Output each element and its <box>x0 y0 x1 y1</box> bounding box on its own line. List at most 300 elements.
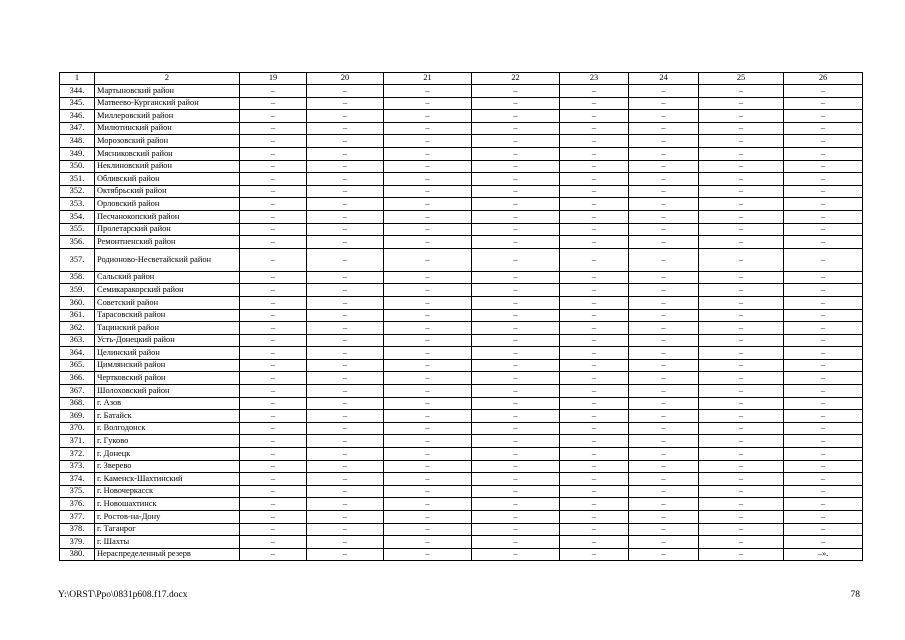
cell-value: – <box>699 223 784 236</box>
row-name: Усть-Донецкий район <box>95 334 240 347</box>
cell-value: – <box>784 359 863 372</box>
row-number: 375. <box>60 485 95 498</box>
row-number: 372. <box>60 448 95 461</box>
cell-value: – <box>472 309 560 322</box>
row-name: Сальский район <box>95 271 240 284</box>
row-name: Неклиновский район <box>95 160 240 173</box>
cell-value: – <box>560 122 629 135</box>
cell-value: – <box>560 359 629 372</box>
cell-value: – <box>560 248 629 271</box>
cell-value: – <box>384 236 472 249</box>
cell-value: – <box>699 185 784 198</box>
header-row <box>60 73 863 85</box>
cell-value: – <box>629 334 699 347</box>
cell-value: – <box>384 122 472 135</box>
cell-value: – <box>784 97 863 110</box>
cell-value: – <box>784 498 863 511</box>
cell-value: – <box>784 284 863 297</box>
cell-value: – <box>307 372 384 385</box>
cell-value: – <box>784 309 863 322</box>
row-number: 352. <box>60 185 95 198</box>
cell-value: – <box>384 410 472 423</box>
cell-value: – <box>560 448 629 461</box>
table-row <box>60 385 863 398</box>
cell-value: – <box>699 85 784 98</box>
cell-value: – <box>699 511 784 524</box>
footer-file-path: Y:\ORST\Ppo\0831p608.f17.docx <box>58 590 188 600</box>
cell-value: – <box>629 122 699 135</box>
cell-value: – <box>629 173 699 186</box>
cell-value: – <box>560 410 629 423</box>
cell-value: – <box>307 185 384 198</box>
cell-value: – <box>472 271 560 284</box>
table-row <box>60 347 863 360</box>
cell-value: – <box>784 85 863 98</box>
cell-value: – <box>384 523 472 536</box>
cell-value: – <box>384 397 472 410</box>
cell-value: – <box>699 359 784 372</box>
row-name: г. Батайск <box>95 410 240 423</box>
cell-value: – <box>699 422 784 435</box>
row-number: 364. <box>60 347 95 360</box>
cell-value: – <box>784 511 863 524</box>
cell-value: – <box>560 160 629 173</box>
cell-value: – <box>784 223 863 236</box>
table-row <box>60 210 863 223</box>
table-row <box>60 448 863 461</box>
cell-value: – <box>699 135 784 148</box>
cell-value: – <box>472 372 560 385</box>
table-row <box>60 296 863 309</box>
cell-value: – <box>384 372 472 385</box>
cell-value: – <box>560 284 629 297</box>
row-name: Октябрьский район <box>95 185 240 198</box>
table-row <box>60 271 863 284</box>
row-number: 373. <box>60 460 95 473</box>
cell-value: – <box>629 284 699 297</box>
cell-value: – <box>784 334 863 347</box>
cell-value: – <box>472 135 560 148</box>
cell-value: – <box>629 485 699 498</box>
cell-value: – <box>784 435 863 448</box>
cell-value: – <box>629 198 699 211</box>
cell-value: – <box>560 536 629 549</box>
row-number: 376. <box>60 498 95 511</box>
cell-value: – <box>472 385 560 398</box>
row-name: Морозовский район <box>95 135 240 148</box>
cell-value: – <box>307 422 384 435</box>
cell-value: – <box>240 296 307 309</box>
cell-value: – <box>472 147 560 160</box>
cell-value: – <box>307 135 384 148</box>
row-name: г. Гуково <box>95 435 240 448</box>
cell-value: – <box>699 110 784 123</box>
cell-value: – <box>699 385 784 398</box>
cell-value: – <box>560 135 629 148</box>
cell-value: – <box>560 485 629 498</box>
cell-value: – <box>629 511 699 524</box>
cell-value: – <box>307 271 384 284</box>
cell-value: – <box>240 460 307 473</box>
row-name: г. Донецк <box>95 448 240 461</box>
cell-value: – <box>307 160 384 173</box>
cell-value: – <box>560 473 629 486</box>
cell-value: – <box>307 536 384 549</box>
cell-value: – <box>629 309 699 322</box>
cell-value: – <box>560 334 629 347</box>
table-row <box>60 536 863 549</box>
cell-value: – <box>240 236 307 249</box>
cell-value: – <box>240 248 307 271</box>
table-row <box>60 548 863 561</box>
cell-value: – <box>384 322 472 335</box>
cell-value: – <box>472 511 560 524</box>
row-name: Родионово-Несветайский район <box>95 248 240 271</box>
cell-value: – <box>307 397 384 410</box>
cell-value: – <box>699 198 784 211</box>
cell-value: – <box>784 536 863 549</box>
cell-value: – <box>629 448 699 461</box>
table-row <box>60 410 863 423</box>
cell-value: – <box>307 410 384 423</box>
cell-value: – <box>384 359 472 372</box>
table-row <box>60 397 863 410</box>
cell-value: – <box>699 97 784 110</box>
cell-value: – <box>784 448 863 461</box>
cell-value: – <box>784 135 863 148</box>
column-header: 26 <box>784 73 863 85</box>
cell-value: – <box>784 271 863 284</box>
cell-value: – <box>307 309 384 322</box>
cell-value: – <box>699 397 784 410</box>
cell-value: – <box>560 198 629 211</box>
cell-value: – <box>629 548 699 561</box>
cell-value: – <box>629 248 699 271</box>
cell-value: – <box>472 422 560 435</box>
cell-value: – <box>629 410 699 423</box>
cell-value: – <box>307 173 384 186</box>
cell-value: – <box>560 511 629 524</box>
cell-value: –». <box>784 548 863 561</box>
column-header: 21 <box>384 73 472 85</box>
cell-value: – <box>384 435 472 448</box>
row-number: 362. <box>60 322 95 335</box>
cell-value: – <box>240 397 307 410</box>
cell-value: – <box>560 435 629 448</box>
cell-value: – <box>560 372 629 385</box>
cell-value: – <box>384 498 472 511</box>
row-name: г. Азов <box>95 397 240 410</box>
cell-value: – <box>240 372 307 385</box>
cell-value: – <box>384 309 472 322</box>
cell-value: – <box>240 448 307 461</box>
row-name: Тацинский район <box>95 322 240 335</box>
cell-value: – <box>307 198 384 211</box>
cell-value: – <box>699 173 784 186</box>
cell-value: – <box>699 448 784 461</box>
row-number: 371. <box>60 435 95 448</box>
cell-value: – <box>384 173 472 186</box>
cell-value: – <box>472 173 560 186</box>
cell-value: – <box>384 334 472 347</box>
cell-value: – <box>784 185 863 198</box>
table-row <box>60 173 863 186</box>
cell-value: – <box>240 385 307 398</box>
cell-value: – <box>784 122 863 135</box>
cell-value: – <box>240 97 307 110</box>
cell-value: – <box>240 198 307 211</box>
cell-value: – <box>699 122 784 135</box>
cell-value: – <box>629 97 699 110</box>
table-row <box>60 359 863 372</box>
cell-value: – <box>629 185 699 198</box>
cell-value: – <box>472 334 560 347</box>
table-row <box>60 473 863 486</box>
cell-value: – <box>472 198 560 211</box>
row-number: 356. <box>60 236 95 249</box>
cell-value: – <box>629 498 699 511</box>
row-number: 355. <box>60 223 95 236</box>
cell-value: – <box>472 523 560 536</box>
row-number: 344. <box>60 85 95 98</box>
table-row <box>60 160 863 173</box>
cell-value: – <box>560 322 629 335</box>
cell-value: – <box>784 210 863 223</box>
cell-value: – <box>240 85 307 98</box>
cell-value: – <box>240 498 307 511</box>
cell-value: – <box>240 160 307 173</box>
table-row <box>60 198 863 211</box>
cell-value: – <box>560 498 629 511</box>
cell-value: – <box>629 397 699 410</box>
cell-value: – <box>472 185 560 198</box>
cell-value: – <box>472 485 560 498</box>
row-name: Тарасовский район <box>95 309 240 322</box>
cell-value: – <box>384 485 472 498</box>
cell-value: – <box>240 271 307 284</box>
cell-value: – <box>472 97 560 110</box>
row-number: 348. <box>60 135 95 148</box>
cell-value: – <box>240 135 307 148</box>
row-name: г. Каменск-Шахтинский <box>95 473 240 486</box>
page-number: 78 <box>850 590 860 600</box>
cell-value: – <box>472 322 560 335</box>
cell-value: – <box>472 397 560 410</box>
cell-value: – <box>240 511 307 524</box>
row-name: Мартыновский район <box>95 85 240 98</box>
row-number: 349. <box>60 147 95 160</box>
cell-value: – <box>307 485 384 498</box>
table-body <box>60 85 863 561</box>
cell-value: – <box>629 536 699 549</box>
row-number: 361. <box>60 309 95 322</box>
cell-value: – <box>699 410 784 423</box>
cell-value: – <box>240 210 307 223</box>
table-row <box>60 309 863 322</box>
table-row <box>60 248 863 271</box>
cell-value: – <box>560 309 629 322</box>
table-row <box>60 511 863 524</box>
table-row <box>60 135 863 148</box>
cell-value: – <box>784 147 863 160</box>
column-header: 25 <box>699 73 784 85</box>
cell-value: – <box>472 122 560 135</box>
column-header: 22 <box>472 73 560 85</box>
cell-value: – <box>699 210 784 223</box>
cell-value: – <box>472 296 560 309</box>
cell-value: – <box>699 334 784 347</box>
cell-value: – <box>472 473 560 486</box>
cell-value: – <box>240 523 307 536</box>
cell-value: – <box>240 173 307 186</box>
cell-value: – <box>307 460 384 473</box>
row-name: г. Новошахтинск <box>95 498 240 511</box>
cell-value: – <box>307 236 384 249</box>
cell-value: – <box>784 460 863 473</box>
cell-value: – <box>384 296 472 309</box>
cell-value: – <box>240 110 307 123</box>
cell-value: – <box>699 271 784 284</box>
cell-value: – <box>240 435 307 448</box>
table-row <box>60 147 863 160</box>
cell-value: – <box>784 160 863 173</box>
cell-value: – <box>307 85 384 98</box>
table-row <box>60 185 863 198</box>
cell-value: – <box>384 460 472 473</box>
cell-value: – <box>384 160 472 173</box>
cell-value: – <box>629 236 699 249</box>
row-name: Песчанокопский район <box>95 210 240 223</box>
cell-value: – <box>384 135 472 148</box>
cell-value: – <box>384 198 472 211</box>
cell-value: – <box>307 473 384 486</box>
cell-value: – <box>472 498 560 511</box>
column-header: 1 <box>60 73 95 85</box>
cell-value: – <box>560 85 629 98</box>
cell-value: – <box>699 372 784 385</box>
cell-value: – <box>240 122 307 135</box>
cell-value: – <box>307 334 384 347</box>
cell-value: – <box>307 511 384 524</box>
cell-value: – <box>629 110 699 123</box>
cell-value: – <box>240 284 307 297</box>
row-number: 350. <box>60 160 95 173</box>
cell-value: – <box>307 548 384 561</box>
cell-value: – <box>384 548 472 561</box>
cell-value: – <box>472 236 560 249</box>
cell-value: – <box>699 435 784 448</box>
cell-value: – <box>472 548 560 561</box>
cell-value: – <box>699 248 784 271</box>
cell-value: – <box>629 223 699 236</box>
cell-value: – <box>629 85 699 98</box>
cell-value: – <box>240 485 307 498</box>
cell-value: – <box>307 435 384 448</box>
cell-value: – <box>699 322 784 335</box>
cell-value: – <box>629 210 699 223</box>
cell-value: – <box>240 322 307 335</box>
table-row <box>60 97 863 110</box>
cell-value: – <box>384 385 472 398</box>
cell-value: – <box>307 248 384 271</box>
row-number: 378. <box>60 523 95 536</box>
cell-value: – <box>784 473 863 486</box>
cell-value: – <box>240 223 307 236</box>
row-number: 345. <box>60 97 95 110</box>
table-row <box>60 110 863 123</box>
row-name: Ремонтненский район <box>95 236 240 249</box>
cell-value: – <box>699 548 784 561</box>
cell-value: – <box>629 385 699 398</box>
cell-value: – <box>384 210 472 223</box>
row-name: Миллеровский район <box>95 110 240 123</box>
cell-value: – <box>384 110 472 123</box>
row-number: 359. <box>60 284 95 297</box>
cell-value: – <box>699 473 784 486</box>
cell-value: – <box>784 296 863 309</box>
cell-value: – <box>629 147 699 160</box>
cell-value: – <box>240 359 307 372</box>
row-name: Мясниковский район <box>95 147 240 160</box>
row-number: 365. <box>60 359 95 372</box>
cell-value: – <box>472 85 560 98</box>
row-name: г. Ростов-на-Дону <box>95 511 240 524</box>
cell-value: – <box>240 548 307 561</box>
cell-value: – <box>240 334 307 347</box>
table-row <box>60 372 863 385</box>
cell-value: – <box>307 498 384 511</box>
row-number: 374. <box>60 473 95 486</box>
cell-value: – <box>784 347 863 360</box>
cell-value: – <box>240 309 307 322</box>
cell-value: – <box>784 523 863 536</box>
cell-value: – <box>307 97 384 110</box>
cell-value: – <box>384 248 472 271</box>
row-number: 347. <box>60 122 95 135</box>
cell-value: – <box>240 422 307 435</box>
cell-value: – <box>560 397 629 410</box>
row-number: 353. <box>60 198 95 211</box>
cell-value: – <box>240 536 307 549</box>
cell-value: – <box>560 460 629 473</box>
row-name: Чертковский район <box>95 372 240 385</box>
row-name: Матвеево-Курганский район <box>95 97 240 110</box>
row-name: г. Новочеркасск <box>95 485 240 498</box>
table-row <box>60 422 863 435</box>
cell-value: – <box>307 284 384 297</box>
row-name: г. Шахты <box>95 536 240 549</box>
cell-value: – <box>307 322 384 335</box>
row-number: 367. <box>60 385 95 398</box>
cell-value: – <box>784 485 863 498</box>
cell-value: – <box>699 147 784 160</box>
cell-value: – <box>699 347 784 360</box>
table-row <box>60 85 863 98</box>
cell-value: – <box>384 347 472 360</box>
cell-value: – <box>560 523 629 536</box>
table-row <box>60 284 863 297</box>
cell-value: – <box>472 284 560 297</box>
cell-value: – <box>629 473 699 486</box>
cell-value: – <box>699 236 784 249</box>
cell-value: – <box>629 296 699 309</box>
cell-value: – <box>699 536 784 549</box>
row-number: 369. <box>60 410 95 423</box>
row-number: 379. <box>60 536 95 549</box>
cell-value: – <box>472 410 560 423</box>
cell-value: – <box>560 548 629 561</box>
row-name: г. Таганрог <box>95 523 240 536</box>
